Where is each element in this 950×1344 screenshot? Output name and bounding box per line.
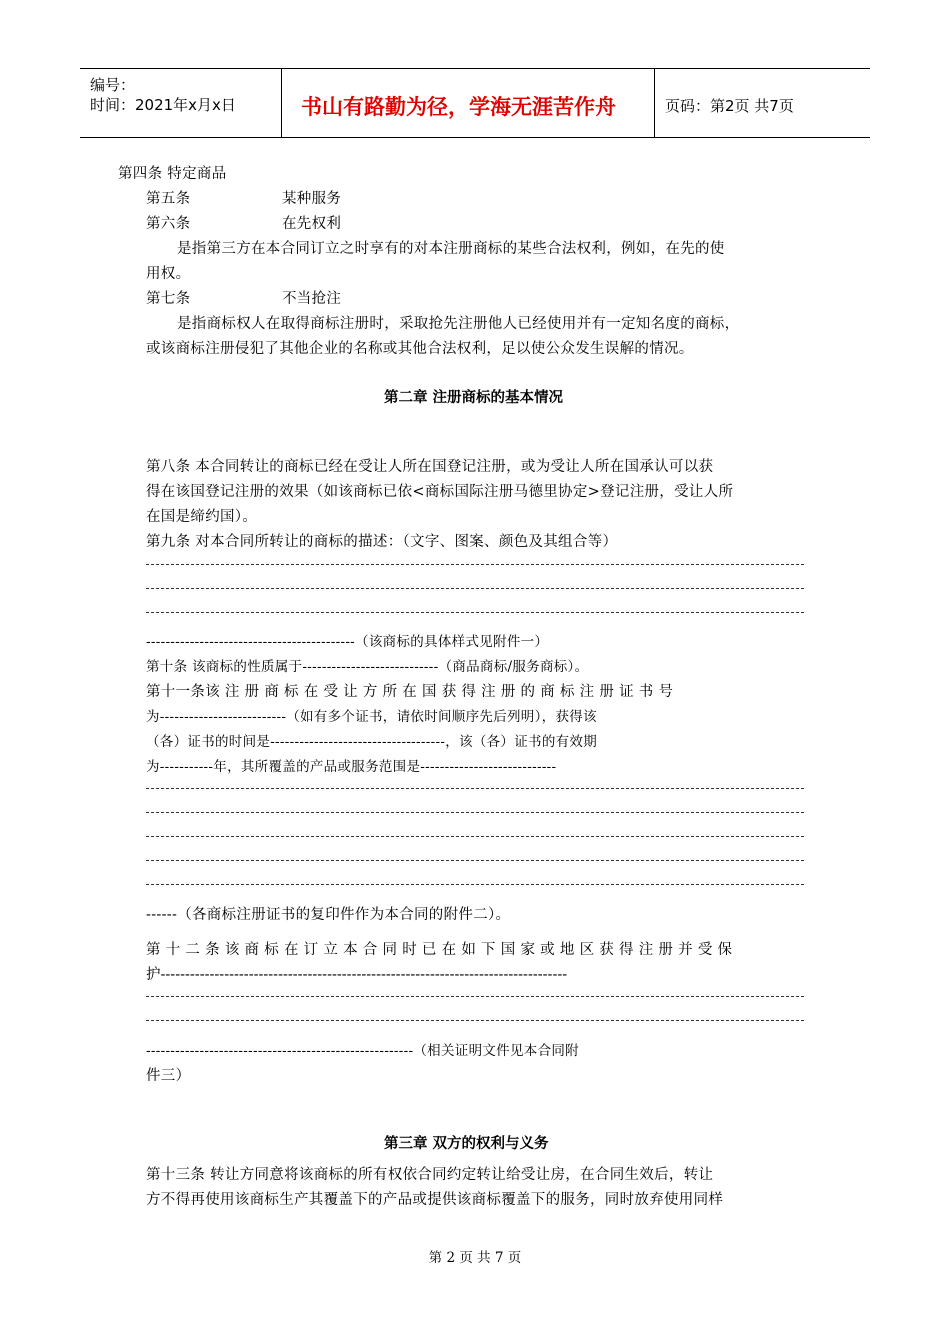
article-6-number: 第六条 — [146, 216, 191, 232]
article-13-text: 方不得再使用该商标生产其覆盖下的产品或提供该商标覆盖下的服务，同时放弃使用同样 — [146, 1192, 724, 1208]
article-11-text: （各）证书的时间是------------------------------------，该（各）证书的有效期 — [146, 734, 598, 750]
article-8-text: 得在该国登记注册的效果（如该商标已依<商标国际注册马德里协定>登记注册，受让人所 — [146, 484, 734, 500]
article-12-text: 护----------------------------------------------------------------------------------- — [146, 967, 568, 983]
blank-line — [146, 1020, 804, 1021]
document-date-label: 时间：2021年x月x日 — [90, 96, 236, 114]
article-11-tail: ------（各商标注册证书的复印件作为本合同的附件二）。 — [146, 907, 511, 923]
article-13-text: 第十三条 转让方同意将该商标的所有权依合同约定转让给受让房，在合同生效后，转让 — [146, 1167, 714, 1183]
article-7-text: 是指商标权人在取得商标注册时，采取抢先注册他人已经使用并有一定知名度的商标， — [177, 316, 740, 332]
header-divider — [654, 69, 655, 137]
document-number-label: 编号： — [90, 76, 136, 94]
blank-line — [146, 996, 804, 997]
blank-line — [146, 612, 804, 613]
header-divider — [281, 69, 282, 137]
article-9-text: 第九条 对本合同所转让的商标的描述：（文字、图案、颜色及其组合等） — [146, 534, 618, 550]
article-12-text: 第 十 二 条 该 商 标 在 订 立 本 合 同 时 已 在 如 下 国 家 或 地 区 获 得 注 册 并 受 保 — [146, 942, 733, 958]
article-6-title: 在先权利 — [282, 216, 342, 232]
blank-line — [146, 588, 804, 589]
header-page-label: 页码：第2页 共7页 — [665, 97, 794, 115]
article-10-text: 第十条 该商标的性质属于----------------------------（商品商标/服务商标）。 — [146, 659, 589, 675]
article-12-end: 件三） — [146, 1068, 191, 1084]
article-12-tail: -------------------------------------------------------（相关证明文件见本合同附 — [146, 1043, 579, 1059]
article-7-number: 第七条 — [146, 291, 191, 307]
article-6-text: 用权。 — [146, 266, 191, 282]
blank-line — [146, 860, 804, 861]
article-6-text: 是指第三方在本合同订立之时享有的对本注册商标的某些合法权利，例如，在先的使 — [177, 241, 725, 257]
blank-line — [146, 884, 804, 885]
chapter-2-heading: 第二章 注册商标的基本情况 — [384, 389, 564, 406]
article-11-text: 第十一条该 注 册 商 标 在 受 让 方 所 在 国 获 得 注 册 的 商 标 注 册 证 书 号 — [146, 684, 674, 700]
article-9-tail: -------------------------------------------（该商标的具体样式见附件一） — [146, 634, 549, 650]
article-5-number: 第五条 — [146, 191, 191, 207]
article-7-title: 不当抢注 — [282, 291, 342, 307]
header-slogan: 书山有路勤为径，学海无涯苦作舟 — [301, 95, 616, 119]
article-4: 第四条 特定商品 — [118, 166, 227, 182]
chapter-3-heading: 第三章 双方的权利与义务 — [384, 1135, 549, 1152]
article-8-text: 在国是缔约国）。 — [146, 509, 258, 525]
article-11-text: 为-----------年，其所覆盖的产品或服务范围是---------------------------- — [146, 759, 557, 775]
blank-line — [146, 812, 804, 813]
blank-line — [146, 836, 804, 837]
article-11-text: 为--------------------------（如有多个证书，请依时间顺序先后列明），获得该 — [146, 709, 597, 725]
article-8-text: 第八条 本合同转让的商标已经在受让人所在国登记注册，或为受让人所在国承认可以获 — [146, 459, 714, 475]
blank-line — [146, 788, 804, 789]
blank-line — [146, 564, 804, 565]
article-7-text: 或该商标注册侵犯了其他企业的名称或其他合法权利，足以使公众发生误解的情况。 — [146, 341, 694, 357]
page-footer: 第 2 页 共 7 页 — [428, 1250, 522, 1266]
header-table — [80, 68, 870, 138]
article-5-title: 某种服务 — [282, 191, 342, 207]
